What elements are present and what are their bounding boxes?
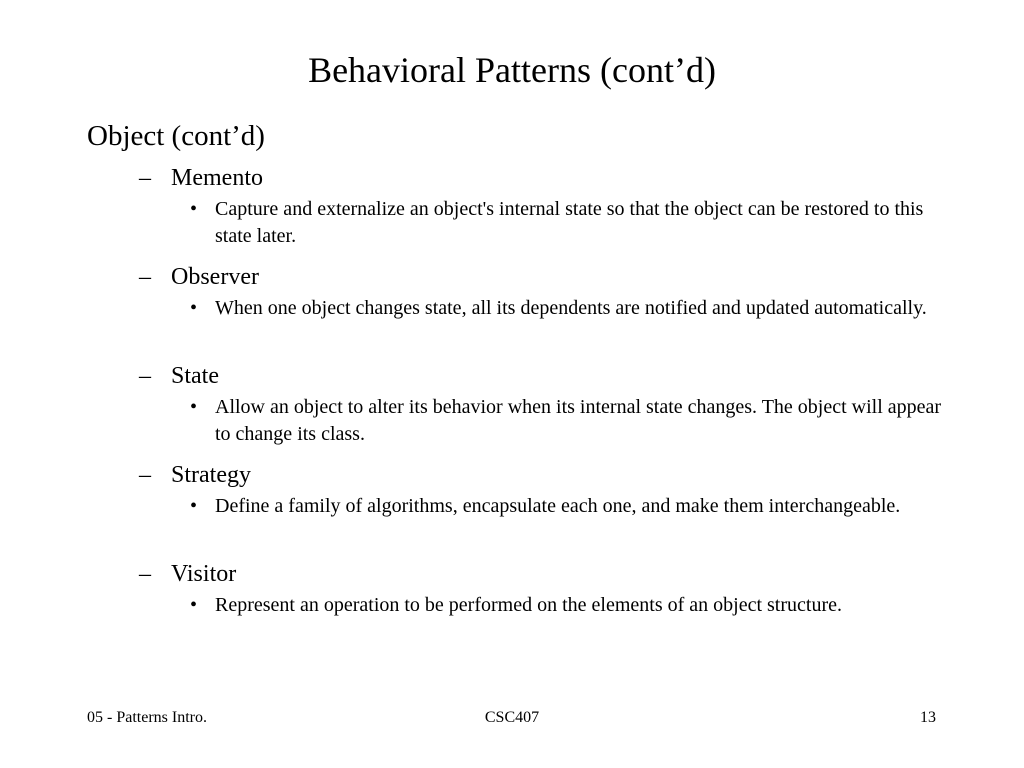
pattern-name: Observer	[171, 264, 259, 290]
dash-marker: –	[139, 264, 151, 290]
slide-title: Behavioral Patterns (cont’d)	[308, 50, 716, 90]
pattern-heading	[0, 259, 1024, 295]
pattern-name: Strategy	[171, 462, 251, 488]
pattern-description: Define a family of algorithms, encapsulate each one, and make them interchangeable.	[215, 495, 901, 517]
dash-marker: –	[139, 165, 151, 191]
pattern-name: State	[171, 363, 219, 389]
pattern-description: Allow an object to alter its behavior when its internal state changes. The object will appear to change its class.	[215, 396, 942, 445]
pattern-name: Memento	[171, 165, 263, 191]
pattern-item-memento	[0, 160, 1024, 259]
bullet-marker: •	[190, 396, 198, 418]
pattern-heading	[0, 160, 1024, 196]
dash-marker: –	[139, 363, 151, 389]
pattern-heading	[0, 358, 1024, 394]
pattern-description-row	[0, 493, 1024, 556]
pattern-item-strategy	[0, 457, 1024, 556]
pattern-description-row	[0, 295, 1024, 358]
pattern-description-row	[0, 196, 1024, 259]
pattern-item-visitor	[0, 556, 1024, 655]
bullet-marker: •	[190, 198, 198, 220]
pattern-description: Represent an operation to be performed on the elements of an object structure.	[215, 594, 842, 616]
dash-marker: –	[139, 561, 151, 587]
pattern-item-state	[0, 358, 1024, 457]
bullet-marker: •	[190, 297, 198, 319]
footer-lecture-title: 05 - Patterns Intro.	[87, 709, 207, 726]
pattern-description-row	[0, 592, 1024, 655]
pattern-description-row	[0, 394, 1024, 457]
bullet-marker: •	[190, 495, 198, 517]
pattern-heading	[0, 457, 1024, 493]
pattern-item-observer	[0, 259, 1024, 358]
bullet-marker: •	[190, 594, 198, 616]
footer-page-number: 13	[920, 709, 936, 726]
pattern-list	[0, 160, 1024, 655]
pattern-heading	[0, 556, 1024, 592]
pattern-description: Capture and externalize an object's internal state so that the object can be restored to this state later.	[215, 198, 924, 247]
pattern-name: Visitor	[171, 561, 237, 587]
pattern-description: When one object changes state, all its dependents are notified and updated automatically.	[215, 297, 927, 319]
section-heading: Object (cont’d)	[87, 120, 265, 152]
footer-course-code: CSC407	[484, 709, 540, 726]
dash-marker: –	[139, 462, 151, 488]
